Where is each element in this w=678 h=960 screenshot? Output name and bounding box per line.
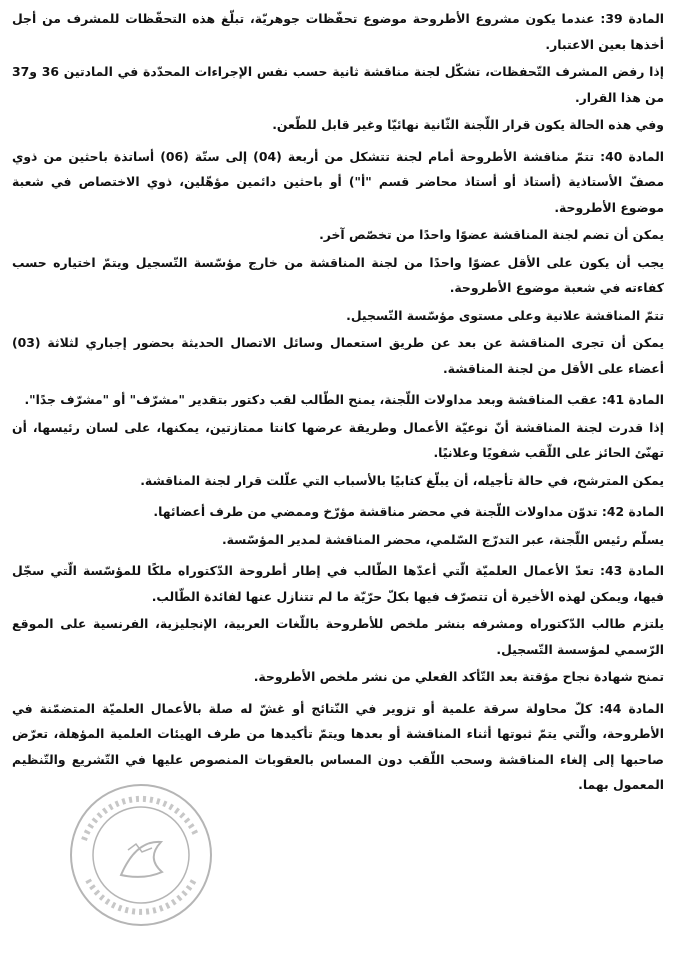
- article-label: المادة: [628, 148, 664, 164]
- paragraph-text: وفي هذه الحالة يكون قرار اللّجنة الثّانية نهائيّا وغير قابل للطّعن.: [272, 117, 664, 132]
- article-paragraph: [12, 468, 664, 494]
- article-number: 40: [605, 148, 623, 164]
- article-paragraph: [12, 303, 664, 329]
- article-39-paragraph: [12, 6, 664, 57]
- article-paragraph: [12, 112, 664, 138]
- paragraph-text: يلتزم طالب الدّكتوراه ومشرفه بنشر ملخص للأطروحة باللّغات العربية، الإنجليزية، الفرنسية على الموقع الرّسمي لمؤسسة التّسجيل.: [12, 616, 664, 657]
- article-heading: المادة 39:: [594, 11, 664, 26]
- article-paragraph: [12, 222, 664, 248]
- paragraph-text: عندما يكون مشروع الأطروحة موضوع تحفّظات جوهريّة، تبلّغ هذه التحفّظات للمشرف من أجل أخذها بعين الاعتبار.: [12, 11, 664, 52]
- article-paragraph: [12, 330, 664, 381]
- paragraph-text: يمكن المترشح، في حالة تأجيله، أن يبلّغ كتابيًا بالأسباب التي علّلت قرار لجنة المناقشة.: [140, 472, 664, 488]
- article-44-paragraph: [12, 696, 664, 798]
- paragraph-text: تتمّ المناقشة علانية وعلى مستوى مؤسّسة التّسجيل.: [346, 307, 664, 323]
- paragraph-text: تدوّن مداولات اللّجنة في محضر مناقشة مؤرّخ وممضي من طرف أعضائها.: [153, 504, 598, 519]
- article-paragraph: [12, 527, 664, 553]
- article-heading: المادة 44:: [592, 700, 664, 716]
- article-number: 39: [605, 11, 623, 26]
- article-number: 41: [606, 392, 625, 407]
- paragraph-text: إذا رفض المشرف التّحفظات، تشكّل لجنة مناقشة ثانية حسب نفس الإجراءات المحدّدة في المادتين 36 و37 من هذا القرار.: [12, 64, 665, 105]
- article-number: 44: [604, 700, 622, 716]
- article-heading: المادة 42:: [597, 504, 664, 519]
- paragraph-text: يجب أن يكون على الأقل عضوًا واحدًا من لجنة المناقشة من خارج مؤسّسة التّسجيل ويتمّ اختياره حسب كفاءته في شعبة موضوع الأطروحة.: [12, 254, 664, 295]
- article-heading: المادة 41:: [597, 392, 664, 407]
- document-body: [12, 6, 664, 804]
- article-40-paragraph: [12, 144, 664, 221]
- article-paragraph: [12, 59, 664, 110]
- paragraph-text: إذا قدرت لجنة المناقشة أنّ نوعيّة الأعمال وطريقة عرضها كانتا ممتازتين، يمكنها، على لسان رئيسها، أن تهنّئ الحائز على اللّقب شفويًا وعلانيًا.: [12, 419, 664, 460]
- paragraph-text: تمنح شهادة نجاح مؤقتة بعد التّأكد الفعلي من نشر ملخص الأطروحة.: [253, 669, 664, 684]
- paragraph-text: يمكن أن تجرى المناقشة عن بعد عن طريق استعمال وسائل الاتصال الحديثة بحضور إجباري لثلاثة (03) أعضاء على الأقل من لجنة المناقشة.: [12, 335, 664, 376]
- article-label: المادة: [628, 392, 664, 407]
- article-heading: المادة 40:: [594, 148, 664, 164]
- paragraph-text: تعدّ الأعمال العلميّة الّتي أعدّها الطّالب في إطار أطروحة الدّكتوراه ملكًا للمؤسّسة الّتي سجّل فيها، ويمكن لهذه الأخيرة أن تتصرّف فيها بكلّ حرّيّة ما لم تتنازل عنها لفائدة الطّالب.: [12, 563, 664, 604]
- article-heading: المادة 43:: [593, 563, 664, 578]
- paragraph-text: تتمّ مناقشة الأطروحة أمام لجنة تتشكل من أربعة (04) إلى ستّة (06) أساتذة باحثين من ذوي مصفّ الأستاذية (أستاذ أو أستاذ محاضر قسم "أ") أو باحثين دائمين مؤهّلين، ذوي الاختصاص في شعبة موضوع الأطروحة.: [12, 148, 664, 215]
- article-number: 42: [606, 504, 625, 519]
- article-paragraph: [12, 611, 664, 662]
- article-41-paragraph: [12, 387, 664, 413]
- article-label: المادة: [628, 11, 664, 26]
- paragraph-text: يمكن أن تضم لجنة المناقشة عضوًا واحدًا من تخصّص آخر.: [319, 227, 664, 242]
- article-paragraph: [12, 415, 664, 466]
- article-label: المادة: [628, 700, 664, 716]
- paragraph-text: عقب المناقشة وبعد مداولات اللّجنة، يمنح الطّالب لقب دكتور بتقدير "مشرّف" أو "مشرّف جدًا".: [24, 392, 598, 407]
- article-42-paragraph: [12, 499, 664, 525]
- article-43-paragraph: [12, 558, 664, 609]
- article-number: 43: [605, 563, 623, 578]
- paragraph-text: كلّ محاولة سرقة علمية أو تزوير في النّتائج أو غشّ له صلة بالأعمال العلميّة المتضمّنة في الأطروحة، والّتي يتمّ ثبوتها أثناء المناقشة أو بعدها ويتمّ تأكيدها من طرف الهيئات العلمية المؤهلة، تعرّض صاحبها إلى إلغاء المناقشة وسحب اللّقب دون المساس بالعقوبات المنصوص عليها في التّشريع والتّنظيم المعمول بهما.: [12, 700, 664, 792]
- article-label: المادة: [628, 504, 664, 519]
- article-paragraph: [12, 664, 664, 690]
- article-paragraph: [12, 250, 664, 301]
- paragraph-text: يسلّم رئيس اللّجنة، عبر التدرّج السّلمي، محضر المناقشة لمدير المؤسّسة.: [221, 531, 664, 547]
- article-label: المادة: [628, 563, 664, 578]
